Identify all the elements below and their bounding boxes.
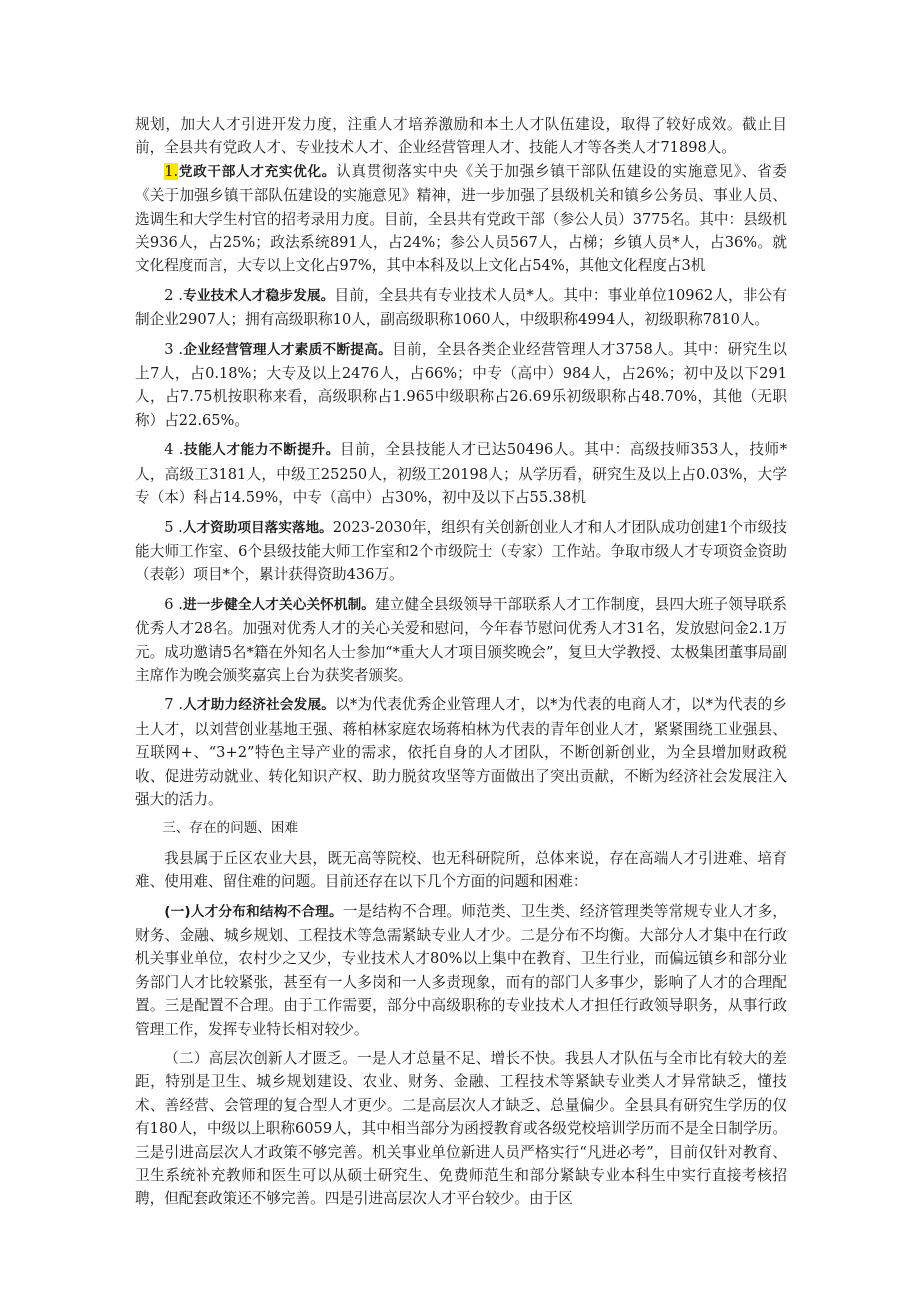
item-7-paragraph	[135, 693, 787, 811]
intro-paragraph: 规划，加大人才引进开发力度，注重人才培养激励和本土人才队伍建设，取得了较好成效。截止目前，全县共有党政人才、专业技术人才、企业经营管理人才、技能人才等各类人才71898人。	[135, 116, 787, 157]
item-1-number: 1.	[164, 162, 179, 180]
item-2-title: 专业技术人才稳步发展。	[182, 287, 335, 304]
item-3-body: 目前，全县各类企业经营管理人才3758人。其中：研究生以上7人，占0.18%；大专及以上2476人，占66%；中专（高中）984人，占26%；初中及以下291人，占7.75机按职称来看，高级职称占1.965中级职称占26.69乐初级职称占48.70%，其他（无职称）占22.65%。	[135, 340, 787, 429]
item-7-body: 以*为代表优秀企业管理人才，以*为代表的电商人才，以*为代表的乡土人才，以刘营创业基地王强、蒋柏林家庭农场蒋柏林为代表的青年创业人才，紧紧围绕工业强县、互联网+、“3+2”特色主导产业的需求，依托自身的人才团队，不断创新创业，为全县增加财政税收、促进劳动就业、转化知识产权、助力脱贫攻坚等方面做出了突出贡献，不断为经济社会发展注入强大的活力。	[135, 696, 787, 808]
item-2-number: 2 .	[164, 286, 183, 304]
item-7-title: 人才助力经济社会发展。	[182, 697, 336, 714]
item-3-title: 企业经营管理人才素质不断提高。	[183, 341, 393, 358]
subsection-1-paragraph	[135, 900, 787, 1041]
subsection-1-body: 一是结构不合理。师范类、卫生类、经济管理类等常规专业人才多，财务、金融、城乡规划、工程技术等急需紧缺专业人才少。二是分布不均衡。大部分人才集中在行政机关事业单位，农村少之又少，专业技术人才80%以上集中在教育、卫生行业，而偏远镇乡和部分业务部门人才比较紧张，甚至有一人多岗和一人多责现象，而有的部门人多事少，影响了人才的合理配置。三是配置不合理。由于工作需要，部分中高级职称的专业技术人才担任行政领导职务，从事行政管理工作，发挥专业特长相对较少。	[135, 902, 787, 1038]
item-5-body: 2023-2030年，组织有关创新创业人才和人才团队成功创建1个市级技能大师工作室、6个县级技能大师工作室和2个市级院士（专家）工作站。争取市级人才专项资金资助（表彰）项目*个，累计获得资助436万。	[135, 518, 787, 584]
section-3-heading: 三、存在的问题、困难	[162, 820, 299, 837]
item-2-paragraph	[135, 284, 787, 332]
item-1-paragraph	[135, 160, 787, 278]
item-5-title: 人才资助项目落实落地。	[182, 519, 333, 536]
item-5-paragraph	[135, 516, 787, 587]
item-4-number: 4 .	[164, 441, 184, 459]
item-1-title: 党政干部人才充实优化。	[178, 163, 337, 180]
item-6-paragraph	[135, 593, 787, 688]
item-6-title: 进一步健全人才关心关怀机制。	[182, 596, 376, 613]
item-6-body: 建立健全县级领导干部联系人才工作制度，县四大班子领导联系优秀人才28名。加强对优秀人才的关心关爱和慰问，今年春节慰问优秀人才31名，发放慰问金2.1万元。成功邀请5名*籍在外知名人士参加“*重大人才项目颁奖晚会”，复旦大学教授、太极集团董事局副主席作为晚会颁奖嘉宾上台为获奖者颁奖。	[135, 595, 787, 684]
document-body	[135, 113, 787, 1211]
item-4-title: 技能人才能力不断提升。	[183, 442, 340, 459]
subsection-1-title: (一)人才分布和结构不合理。	[164, 903, 343, 920]
item-1-body: 认真贯彻落实中央《关于加强乡镇干部队伍建设的实施意见》、省委《关于加强乡镇干部队伍建设的实施意见》精神，进一步加强了县级机关和镇乡公务员、事业人员、选调生和大学生村官的招考录用力度。目前，全县共有党政干部（参公人员）3775名。其中：县级机关936人，占25%；政法系统891人，占24%；参公人员567人，占梯；乡镇人员*人，占36%。就文化程度而言，大专以上文化占97%，其中本科及以上文化占54%，其他文化程度占3机	[135, 162, 787, 275]
item-5-number: 5 .	[164, 518, 183, 536]
section-3-intro: 我县属于丘区农业大县，既无高等院校、也无科研院所，总体来说，存在高端人才引进难、培育难、使用难、留住难的问题。目前还存在以下几个方面的问题和困难：	[135, 849, 787, 891]
item-2-body: 目前，全县共有专业技术人员*人。其中：事业单位10962人，非公有制企业2907人；拥有高级职称10人，副高级职称1060人，中级职称4994人，初级职称7810人。	[135, 286, 787, 329]
subsection-2-paragraph: （二）高层次创新人才匮乏。一是人才总量不足、增长不快。我县人才队伍与全市比有较大的差距，特别是卫生、城乡规划建设、农业、财务、金融、工程技术等紧缺专业类人才异常缺乏，懂技术、善经营、会管理的复合型人才更少。二是高层次人才缺乏、总量偏少。全县具有研究生学历的仅有180人，中级以上职称6059人，其中相当部分为函授教育或各级党校培训学历而不是全日制学历。三是引进高层次人才政策不够完善。机关事业单位新进人员严格实行“凡进必考”，目前仅针对教育、卫生系统补充教师和医生可以从硕士研究生、免费师范生和部分紧缺专业本科生中实行直接考核招聘，但配套政策还不够完善。四是引进高层次人才平台较少。由于区	[135, 1050, 787, 1208]
item-3-number: 3 .	[164, 340, 184, 358]
item-3-paragraph	[135, 338, 787, 433]
item-4-body: 目前，全县技能人才已达50496人。其中：高级技师353人，技师*人，高级工3181人，中级工25250人，初级工20198人；从学历看，研究生及以上占0.03%，大学专（本）科占14.59%，中专（高中）占30%，初中及以下占55.38机	[135, 441, 787, 507]
item-7-number: 7 .	[164, 696, 183, 714]
item-4-paragraph	[135, 438, 787, 509]
item-6-number: 6 .	[164, 595, 183, 613]
